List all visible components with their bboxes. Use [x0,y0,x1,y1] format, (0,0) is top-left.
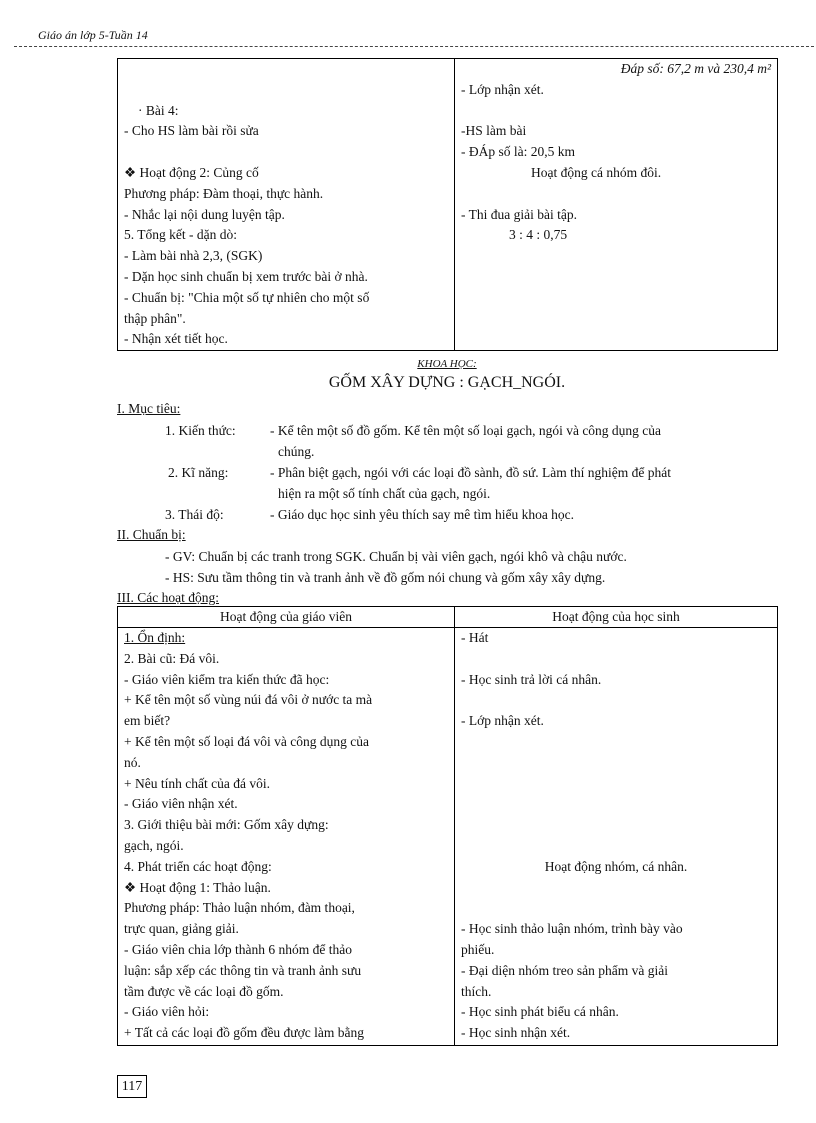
objective-knowledge-label: 1. Kiến thức: [165,423,236,438]
teacher-activities-cell: 1. Ổn định: 2. Bài cũ: Đá vôi. - Giáo viên kiểm tra kiến thức đã học: + Kể tên một số vùng núi đá vôi ở nước ta mà em biết? + Kể tên một số loại đá vôi và công dụng của nó. + Nêu tính chất của đá vôi. - Giáo viên nhận xét. 3. Giới thiệu bài mới: Gốm xây dựng: gạch, ngói. 4. Phát triển các hoạt động: ❖ Hoạt động 1: Thảo luận. Phương pháp: Thảo luận nhóm, đàm thoại, trực quan, giảng giải. - Giáo viên chia lớp thành 6 nhóm để thảo luận: sắp xếp các thông tin và tranh ảnh sưu tầm được về các loại đồ gốm. - Giáo viên hỏi: + Tất cả các loại đồ gốm đều được làm bằng [118,628,455,1046]
activities-heading: III. Các hoạt động: [117,590,219,605]
prep-heading: II. Chuẩn bị: [117,527,186,542]
objective-attitude-label: 3. Thái độ: [165,507,224,522]
activity-2-heading: ❖ Hoạt động 2: Củng cố [124,164,259,180]
diamond-bullet-icon: ❖ [124,879,140,895]
step-3: 3. Giới thiệu bài mới: Gốm xây dựng: [124,817,329,833]
teacher-column-header: Hoạt động của giáo viên [118,607,455,628]
prep-student: - HS: Sưu tầm thông tin và tranh ảnh về đồ gốm nói chung và gốm xây xây dựng. [165,570,606,585]
teacher-column-cell: · Bài 4: - Cho HS làm bài rồi sửa ❖ Hoạt động 2: Củng cố Phương pháp: Đàm thoại, thực hành. - Nhắc lại nội dung luyện tập. 5. Tổng kết - dặn dò: - Làm bài nhà 2,3, (SGK) - Dặn học sinh chuẩn bị xem trước bài ở nhà. - Chuẩn bị: "Chia một số tự nhiên cho một số thập phân". - Nhận xét tiết học. [118,59,455,351]
objectives-heading: I. Mục tiêu: [117,401,181,416]
page-number: 117 [117,1075,147,1098]
step-1: 1. Ổn định: [124,630,186,645]
activities-table [117,606,778,1046]
diamond-bullet-icon: ❖ [124,164,140,180]
answer-line: Đáp số: 67,2 m và 230,4 m² [620,61,771,76]
header-rule [14,46,814,47]
activity-1-heading: ❖ Hoạt động 1: Thảo luận. [124,879,271,895]
previous-lesson-table [117,58,778,351]
step-2: 2. Bài cũ: Đá vôi. [124,650,220,666]
summary-heading: 5. Tổng kết - dặn dò: [124,227,237,243]
step-4: 4. Phát triển các hoạt động: [124,858,272,874]
exercise-4-label: · Bài 4: [138,102,179,118]
prep-teacher: - GV: Chuẩn bị các tranh trong SGK. Chuẩn bị vài viên gạch, ngói khô và chậu nước. [165,549,627,564]
subject-label: KHOA HỌC: [417,358,477,370]
objective-knowledge-text: - Kể tên một số đồ gốm. Kể tên một số loại gạch, ngói và công dụng của chúng. [270,423,662,459]
student-column-cell: Đáp số: 67,2 m và 230,4 m² - Lớp nhận xét. -HS làm bài - ĐÁp số là: 20,5 km Hoạt động cá nhóm đôi. - Thi đua giải bài tập. 3 : 4 : 0,75 [455,59,778,351]
document-header: Giáo án lớp 5-Tuần 14 [38,28,148,42]
objective-skill-label: 2. Kĩ năng: [168,465,229,480]
student-activities-cell: - Hát - Học sinh trả lời cá nhân. - Lớp nhận xét. Hoạt động nhóm, cá nhân. - Học sinh thảo luận nhóm, trình bày vào phiếu. - Đại diện nhóm treo sản phẩm và giải thích. - Học sinh phát biểu cá nhân. - Học sinh nhận xét. [455,628,778,1046]
objective-skill-text: - Phân biệt gạch, ngói với các loại đồ sành, đồ sứ. Làm thí nghiệm để phát hiện ra một số tính chất của gạch, ngói. [270,465,671,501]
lesson-title: GỐM XÂY DỰNG : GẠCH_NGÓI. [328,374,566,391]
objective-attitude-text: - Giáo dục học sinh yêu thích say mê tìm hiểu khoa học. [270,507,575,522]
student-column-header: Hoạt động của học sinh [455,607,778,628]
